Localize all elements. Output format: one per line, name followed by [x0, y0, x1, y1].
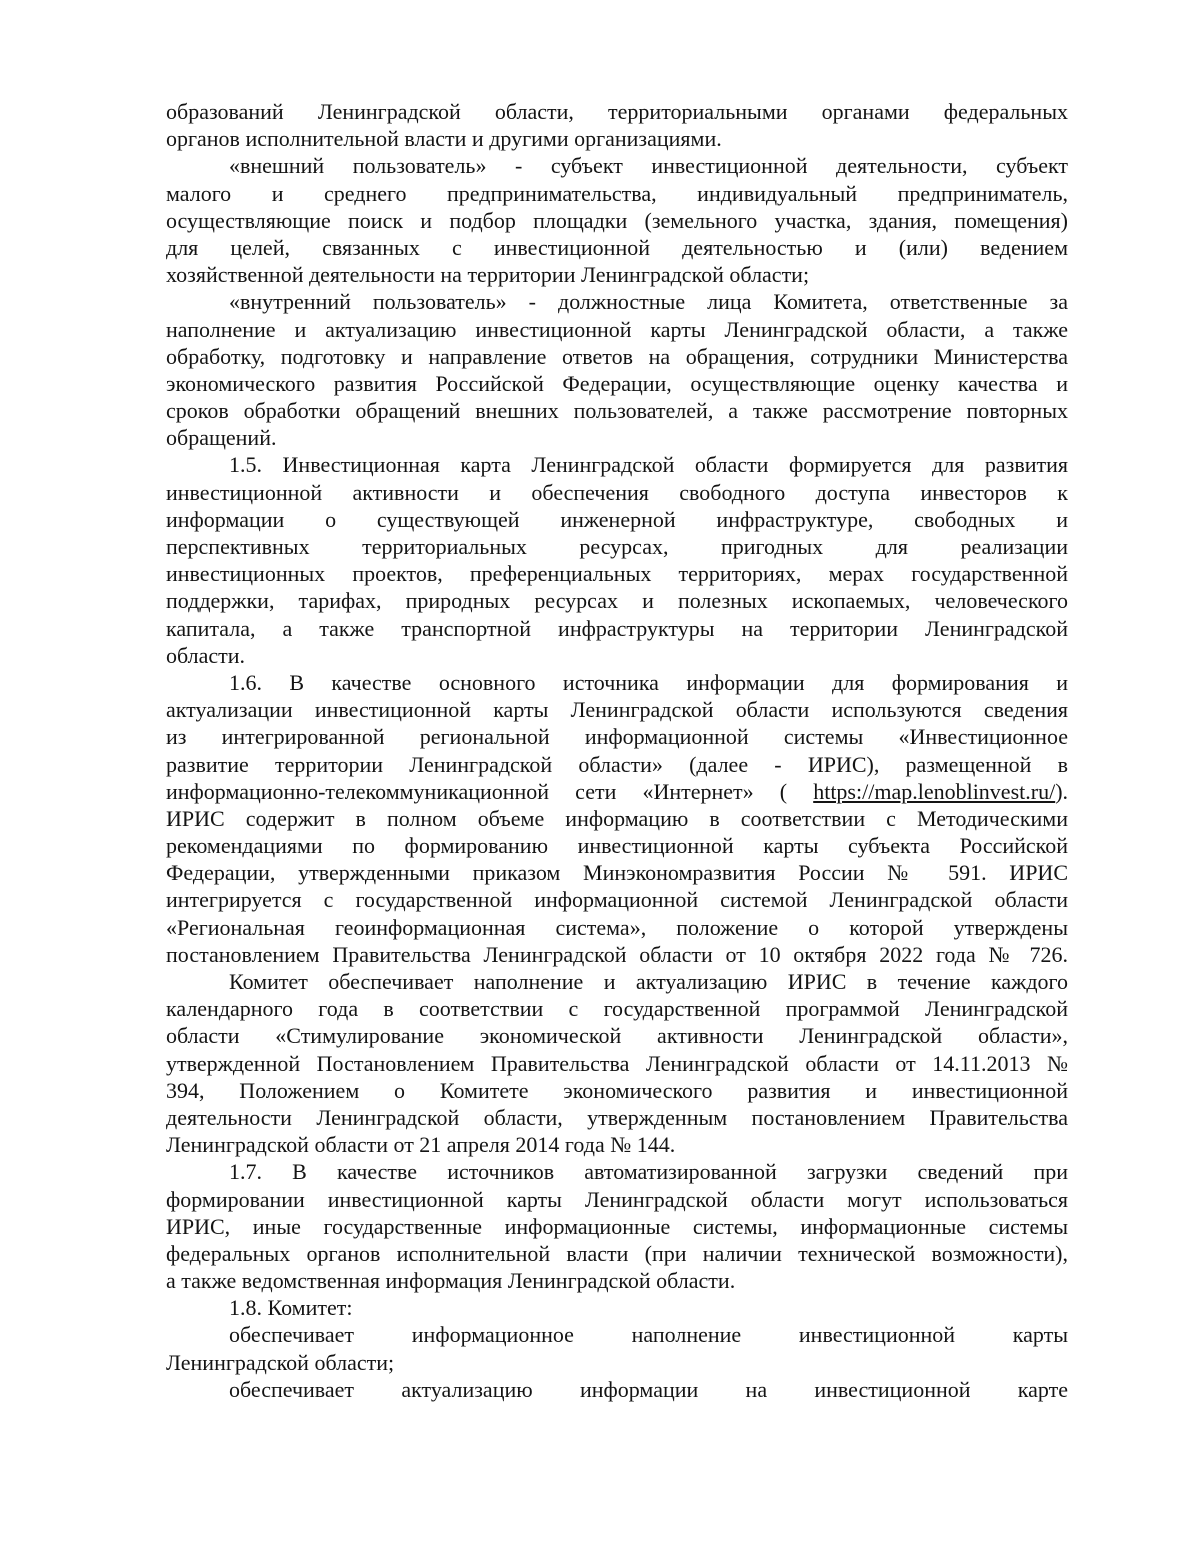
- line-text: актуализации инвестиционной карты Ленинградской области используются сведения: [166, 697, 1068, 723]
- line-text: ИРИС содержит в полном объеме информацию в соответствии с Методическими: [166, 805, 1068, 831]
- line-text: Ленинградской области от 21 апреля 2014 года № 144.: [166, 1132, 676, 1158]
- line-text: а также ведомственная информация Ленинградской области.: [166, 1268, 736, 1294]
- line-text: Федерации, утвержденными приказом Минэкономразвития России № 591. ИРИС: [166, 860, 1068, 886]
- text-line: [166, 424, 1068, 451]
- line-text: «внутренний пользователь» - должностные лица Комитета, ответственные за: [229, 289, 1068, 315]
- line-text: обращений.: [166, 425, 277, 451]
- text-line: [166, 995, 1068, 1022]
- text-line: [166, 207, 1068, 234]
- line-text: области «Стимулирование экономической активности Ленинградской области»,: [166, 1023, 1068, 1049]
- line-text: образований Ленинградской области, территориальными органами федеральных: [166, 99, 1068, 124]
- line-text: инвестиционной активности и обеспечения свободного доступа инвесторов к: [166, 479, 1068, 505]
- line-text: информационно-телекоммуникационной сети «Интернет» (: [166, 778, 788, 804]
- text-line: [166, 914, 1068, 941]
- text-line: [166, 1022, 1068, 1049]
- line-text: ИРИС, иные государственные информационные системы, информационные системы: [166, 1213, 1068, 1239]
- line-text: развитие территории Ленинградской области» (далее - ИРИС), размещенной в: [166, 751, 1068, 777]
- text-line: [166, 1131, 1068, 1158]
- text-line: [166, 98, 1068, 125]
- document-body: [166, 98, 1068, 1403]
- text-line: [166, 125, 1068, 152]
- line-text: 1.8. Комитет:: [229, 1295, 353, 1321]
- text-line: [166, 886, 1068, 913]
- line-text: интегрируется с государственной информационной системой Ленинградской области: [166, 887, 1068, 913]
- text-line: [166, 1321, 1068, 1348]
- text-line: [166, 1294, 1068, 1321]
- text-line: [166, 1376, 1068, 1403]
- line-text: хозяйственной деятельности на территории Ленинградской области;: [166, 262, 810, 288]
- line-text: федеральных органов исполнительной власти (при наличии технической возможности),: [166, 1240, 1068, 1266]
- line-text: сроков обработки обращений внешних пользователей, а также рассмотрение повторных: [166, 398, 1068, 424]
- website-link[interactable]: https://map.lenoblinvest.ru/: [813, 778, 1056, 804]
- line-text-end: ).: [1055, 778, 1069, 804]
- text-line: [166, 180, 1068, 207]
- text-line: [166, 506, 1068, 533]
- text-line: [166, 941, 1068, 968]
- line-text: «Региональная геоинформационная система», положение о которой утверждены: [166, 914, 1068, 940]
- text-line: [166, 1186, 1068, 1213]
- text-line: [166, 560, 1068, 587]
- text-line: [166, 370, 1068, 397]
- line-text: 1.7. В качестве источников автоматизированной загрузки сведений при: [229, 1159, 1068, 1185]
- text-line: [166, 778, 1068, 805]
- line-text: поддержки, тарифах, природных ресурсах и полезных ископаемых, человеческого: [166, 588, 1068, 614]
- text-line: [166, 642, 1068, 669]
- text-line: [166, 397, 1068, 424]
- line-text: информации о существующей инженерной инфраструктуре, свободных и: [166, 506, 1068, 532]
- text-line: [166, 615, 1068, 642]
- text-line: [166, 723, 1068, 750]
- line-text: календарного года в соответствии с государственной программой Ленинградской: [166, 996, 1068, 1022]
- line-text: деятельности Ленинградской области, утвержденным постановлением Правительства: [166, 1104, 1068, 1130]
- line-text: для целей, связанных с инвестиционной деятельностью и (или) ведением: [166, 234, 1068, 260]
- line-text: утвержденной Постановлением Правительства Ленинградской области от 14.11.2013 №: [166, 1050, 1068, 1076]
- line-text: малого и среднего предпринимательства, индивидуальный предприниматель,: [166, 180, 1068, 206]
- text-line: [166, 343, 1068, 370]
- text-line: [166, 261, 1068, 288]
- line-text: Комитет обеспечивает наполнение и актуализацию ИРИС в течение каждого: [229, 969, 1068, 994]
- line-text: обеспечивает информационное наполнение инвестиционной карты: [229, 1322, 1068, 1348]
- text-line: [166, 316, 1068, 343]
- line-text: формировании инвестиционной карты Ленинградской области могут использоваться: [166, 1186, 1068, 1212]
- line-text: 1.5. Инвестиционная карта Ленинградской области формируется для развития: [229, 452, 1068, 478]
- line-text: области.: [166, 642, 246, 668]
- text-line: [166, 1104, 1068, 1131]
- text-line: [166, 1077, 1068, 1104]
- text-line: [166, 1240, 1068, 1267]
- text-line: [166, 1050, 1068, 1077]
- text-line: [166, 696, 1068, 723]
- text-line: [166, 1267, 1068, 1294]
- line-text: обеспечивает актуализацию информации на инвестиционной карте: [229, 1376, 1068, 1402]
- text-line: [166, 1213, 1068, 1240]
- text-line: [166, 751, 1068, 778]
- line-text: из интегрированной региональной информационной системы «Инвестиционное: [166, 724, 1068, 750]
- line-text: осуществляющие поиск и подбор площадки (земельного участка, здания, помещения): [166, 207, 1068, 233]
- text-line: [166, 669, 1068, 696]
- text-line: [166, 968, 1068, 995]
- line-text: наполнение и актуализацию инвестиционной карты Ленинградской области, а также: [166, 316, 1068, 342]
- line-text: органов исполнительной власти и другими организациями.: [166, 126, 722, 152]
- line-text: рекомендациями по формированию инвестиционной карты субъекта Российской: [166, 833, 1068, 859]
- text-line: [166, 152, 1068, 179]
- text-line: [166, 234, 1068, 261]
- text-line: [166, 832, 1068, 859]
- line-text: 394, Положением о Комитете экономического развития и инвестиционной: [166, 1077, 1068, 1103]
- text-line: [166, 1349, 1068, 1376]
- line-text: экономического развития Российской Федерации, осуществляющие оценку качества и: [166, 370, 1068, 396]
- text-line: [166, 533, 1068, 560]
- line-text: Ленинградской области;: [166, 1349, 395, 1375]
- line-text: перспективных территориальных ресурсах, пригодных для реализации: [166, 534, 1068, 559]
- line-text: постановлением Правительства Ленинградской области от 10 октября 2022 года № 726.: [166, 941, 1068, 967]
- text-line: [166, 1158, 1068, 1185]
- line-text: «внешний пользователь» - субъект инвестиционной деятельности, субъект: [229, 153, 1068, 179]
- text-line: [166, 288, 1068, 315]
- line-text: инвестиционных проектов, преференциальных территориях, мерах государственной: [166, 561, 1068, 587]
- line-text: обработку, подготовку и направление ответов на обращения, сотрудники Министерства: [166, 343, 1068, 369]
- text-line: [166, 587, 1068, 614]
- text-line: [166, 451, 1068, 478]
- text-line: [166, 859, 1068, 886]
- line-text: капитала, а также транспортной инфраструктуры на территории Ленинградской: [166, 615, 1068, 641]
- text-line: [166, 805, 1068, 832]
- line-text: 1.6. В качестве основного источника информации для формирования и: [229, 669, 1068, 695]
- text-line: [166, 479, 1068, 506]
